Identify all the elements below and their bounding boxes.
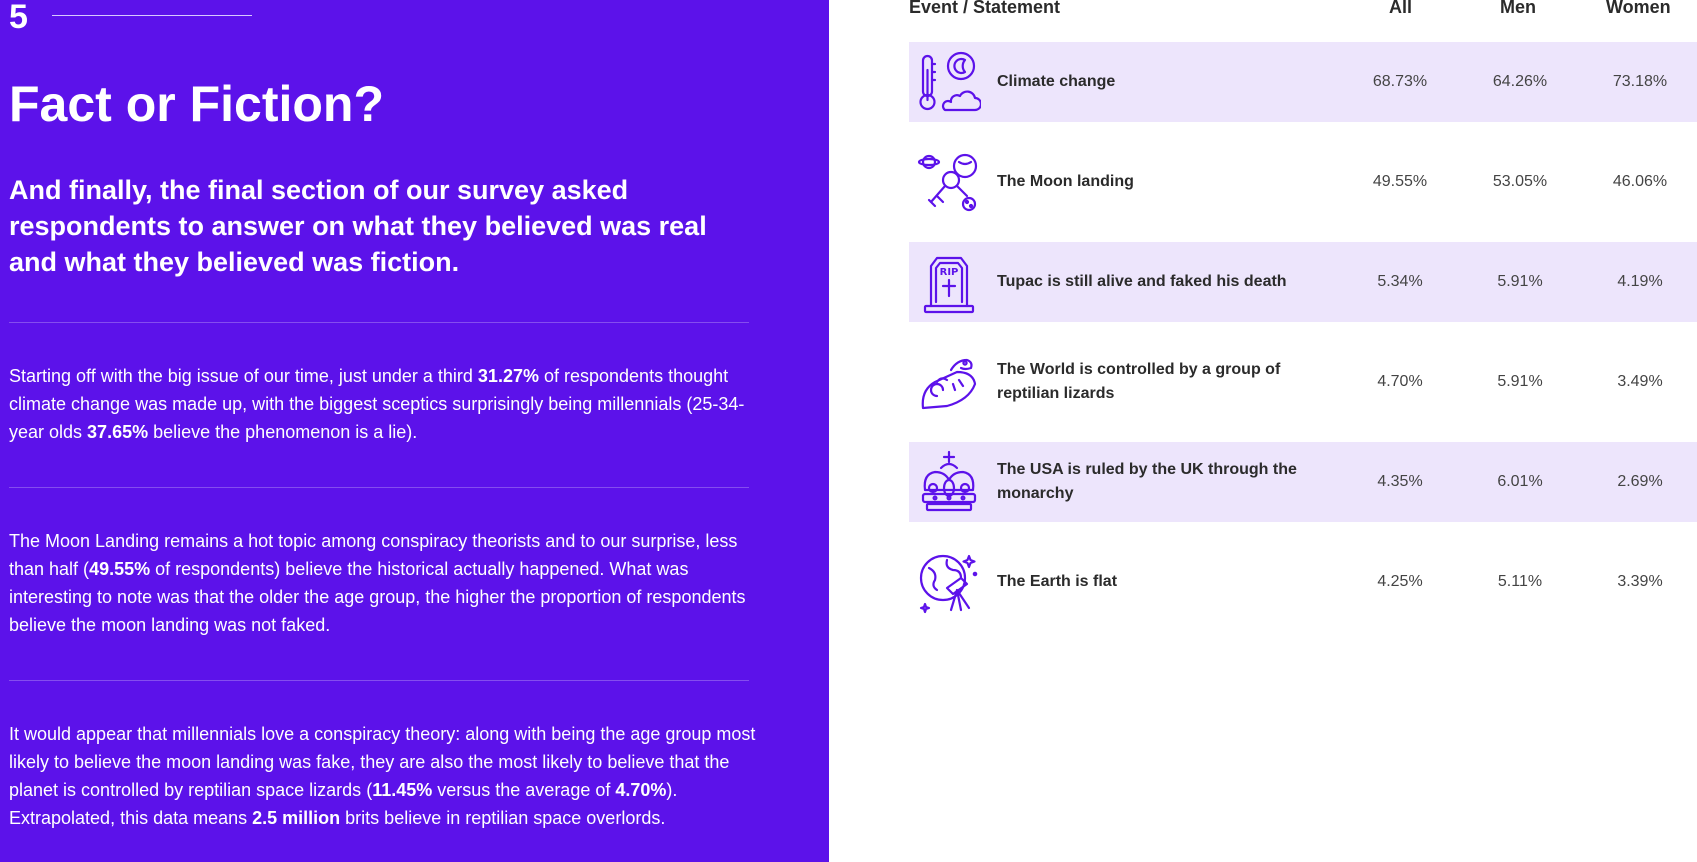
- text: It would appear that millennials love a conspiracy theory: along with being the age group most likely to believe the moon landing was fake, they are also the most likely to believe that the planet is controlled by reptilian space lizards (: [9, 724, 756, 800]
- value-all: 4.25%: [1377, 573, 1423, 590]
- text: The Moon Landing remains a hot topic among conspiracy theorists and to our surprise, less than half (: [9, 531, 738, 579]
- value-women: 46.06%: [1612, 173, 1668, 190]
- value-women: 4.19%: [1617, 273, 1663, 290]
- paragraph-moon: [9, 527, 757, 639]
- text: versus the average of: [432, 780, 616, 800]
- header-men: Men: [1500, 0, 1536, 17]
- value-men: 5.91%: [1497, 373, 1543, 390]
- value-all: 4.35%: [1377, 473, 1423, 490]
- divider: [9, 680, 749, 681]
- highlight: 11.45%: [372, 780, 433, 800]
- statement-label: Tupac is still alive and faked his death: [997, 273, 1287, 290]
- divider: [9, 487, 749, 488]
- value-women: 2.69%: [1617, 473, 1663, 490]
- table-row: [909, 242, 1697, 322]
- table-row: [909, 342, 1697, 422]
- value-men: 5.91%: [1497, 273, 1543, 290]
- value-men: 53.05%: [1492, 173, 1548, 190]
- lizard-rock-icon: [917, 350, 981, 414]
- intro-panel: [0, 0, 829, 862]
- statement-label: The USA is ruled by the UK through the monarchy: [997, 461, 1297, 502]
- globe-telescope-icon: [917, 550, 981, 614]
- text: Starting off with the big issue of our time, just under a third: [9, 366, 478, 386]
- section-rule: [52, 15, 252, 16]
- header-all: All: [1389, 0, 1413, 17]
- thermometer-moon-cloud-icon: [917, 50, 981, 114]
- value-all: 4.70%: [1377, 373, 1423, 390]
- text: believe the phenomenon is a lie).: [148, 422, 418, 442]
- table-header: [909, 0, 1697, 40]
- section-number: 5: [9, 0, 28, 36]
- crown-icon: [917, 450, 981, 514]
- highlight: 4.70%: [615, 780, 667, 800]
- table-row: [909, 442, 1697, 522]
- value-all: 49.55%: [1372, 173, 1428, 190]
- text: ). Extrapolated, this data means: [9, 780, 678, 828]
- header-women: Women: [1606, 0, 1671, 17]
- table-row: [909, 42, 1697, 122]
- page-subtitle: And finally, the final section of our survey asked respondents to answer on what they believed was real and what they believed was fiction.: [9, 175, 707, 277]
- highlight: 31.27%: [477, 366, 539, 386]
- text: brits believe in reptilian space overlords.: [340, 808, 666, 828]
- value-all: 68.73%: [1372, 73, 1428, 90]
- header-statement: Event / Statement: [909, 0, 1061, 17]
- divider: [9, 322, 749, 323]
- text: of respondents thought climate change was made up, with the biggest sceptics surprisingly being millennials (25-34-year olds: [9, 366, 745, 442]
- value-men: 5.11%: [1497, 573, 1543, 590]
- statement-label: Climate change: [997, 73, 1116, 90]
- survey-table: [909, 0, 1697, 590]
- value-men: 6.01%: [1497, 473, 1543, 490]
- value-women: 3.39%: [1617, 573, 1663, 590]
- statement-label: The Earth is flat: [997, 573, 1118, 590]
- statement-label: The World is controlled by a group of reptilian lizards: [997, 361, 1281, 402]
- table-row: [909, 142, 1697, 222]
- highlight: 2.5 million: [252, 808, 341, 828]
- highlight: 37.65%: [87, 422, 149, 442]
- paragraph-millennials: [9, 720, 757, 832]
- value-men: 64.26%: [1492, 73, 1548, 90]
- svg-text:RIP: RIP: [939, 267, 959, 278]
- text: of respondents) believe the historical actually happened. What was interesting to note was that the older the age group, the higher the proportion of respondents believe the moon landing was not faked.: [9, 559, 746, 635]
- paragraph-climate: [9, 362, 757, 446]
- page-title: Fact or Fiction?: [9, 76, 384, 132]
- highlight: 49.55%: [89, 559, 151, 579]
- astronaut-planet-icon: [917, 150, 981, 214]
- value-all: 5.34%: [1377, 273, 1423, 290]
- statement-label: The Moon landing: [997, 173, 1134, 190]
- value-women: 73.18%: [1612, 73, 1668, 90]
- value-women: 3.49%: [1617, 373, 1663, 390]
- table-row: [909, 542, 1697, 622]
- rip-tombstone-icon: [917, 250, 981, 314]
